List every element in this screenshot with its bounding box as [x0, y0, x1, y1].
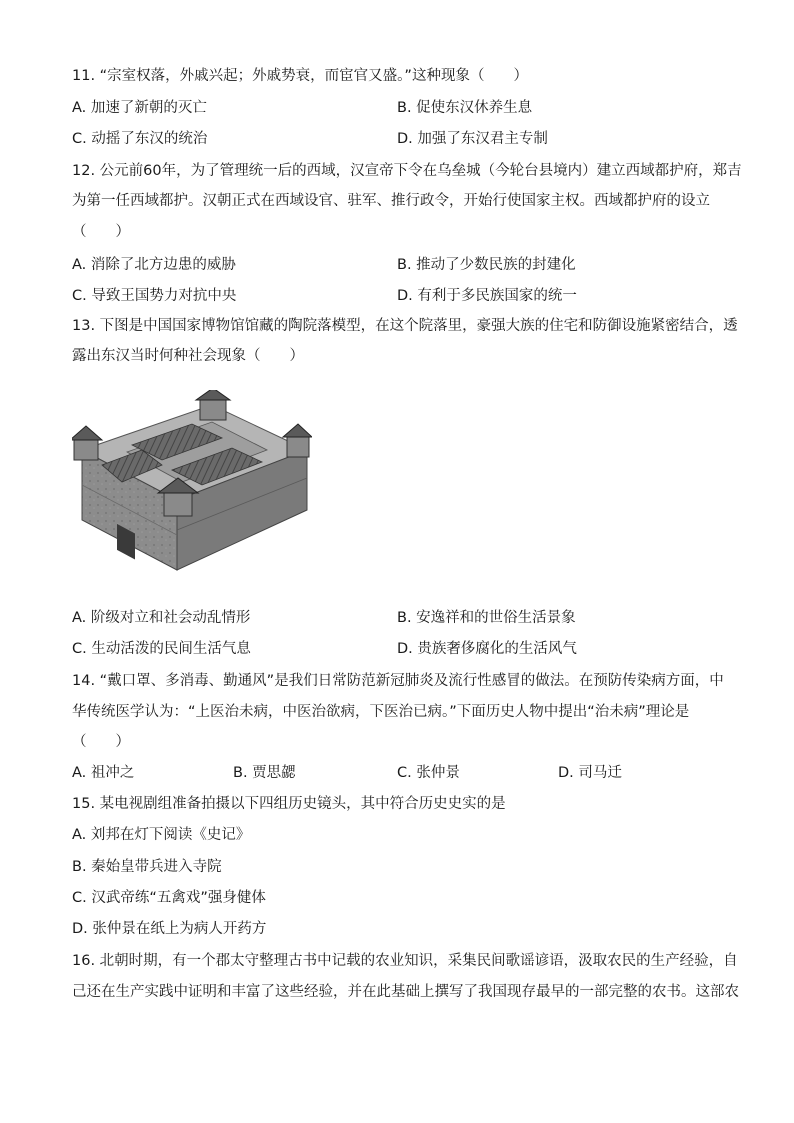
- corner-tower-left: [72, 426, 102, 460]
- q14-option-b[interactable]: B. 贾思勰: [233, 765, 296, 781]
- q11-option-b[interactable]: B. 促使东汉休养生息: [397, 100, 533, 116]
- q14-stem-line1: 14. “戴口罩、多消毒、勤通风”是我们日常防范新冠肺炎及流行性感冒的做法。在预防传染病方面，中: [72, 673, 724, 689]
- q13-option-d[interactable]: D. 贵族奢侈腐化的生活风气: [397, 641, 577, 657]
- corner-tower-right: [283, 424, 312, 457]
- pottery-courtyard-model-image: [72, 390, 312, 575]
- q11-option-a[interactable]: A. 加速了新朝的灭亡: [72, 100, 207, 116]
- q13-option-b[interactable]: B. 安逸祥和的世俗生活景象: [397, 610, 576, 626]
- q15-option-c[interactable]: C. 汉武帝练“五禽戏”强身健体: [72, 890, 266, 906]
- q12-option-b[interactable]: B. 推动了少数民族的封建化: [397, 257, 576, 273]
- q14-stem-line3: （ ）: [72, 734, 130, 750]
- q13-stem-line1: 13. 下图是中国国家博物馆馆藏的陶院落模型，在这个院落里，豪强大族的住宅和防御设施紧密结合，透: [72, 318, 738, 334]
- q12-stem-line1: 12. 公元前60年，为了管理统一后的西域，汉宣帝下令在乌垒城（今轮台县境内）建立西域都护府，郑吉: [72, 163, 742, 179]
- q15-option-d[interactable]: D. 张仲景在纸上为病人开药方: [72, 921, 267, 937]
- q11-option-c[interactable]: C. 动摇了东汉的统治: [72, 131, 208, 147]
- q13-option-c[interactable]: C. 生动活泼的民间生活气息: [72, 641, 251, 657]
- q15-option-b[interactable]: B. 秦始皇带兵进入寺院: [72, 859, 222, 875]
- q16-stem-line1: 16. 北朝时期，有一个郡太守整理古书中记载的农业知识，采集民间歌谣谚语，汲取农民的生产经验，自: [72, 953, 738, 969]
- q11-stem: 11. “宗室权落，外戚兴起；外戚势衰，而宦官又盛。”这种现象（ ）: [72, 68, 528, 84]
- q15-option-a[interactable]: A. 刘邦在灯下阅读《史记》: [72, 827, 251, 843]
- q12-option-a[interactable]: A. 消除了北方边患的威胁: [72, 257, 236, 273]
- q12-option-c[interactable]: C. 导致王国势力对抗中央: [72, 288, 237, 304]
- q12-option-d[interactable]: D. 有利于多民族国家的统一: [397, 288, 577, 304]
- q12-stem-line3: （ ）: [72, 224, 130, 240]
- q11-option-d[interactable]: D. 加强了东汉君主专制: [397, 131, 548, 147]
- q15-stem: 15. 某电视剧组准备拍摄以下四组历史镜头，其中符合历史史实的是: [72, 796, 506, 812]
- q14-option-c[interactable]: C. 张仲景: [397, 765, 460, 781]
- q12-stem-line2: 为第一任西域都护。汉朝正式在西域设官、驻军、推行政令，开始行使国家主权。西域都护府的设立: [72, 193, 710, 209]
- corner-tower-top: [196, 390, 230, 420]
- q16-stem-line2: 己还在生产实践中证明和丰富了这些经验，并在此基础上撰写了我国现存最早的一部完整的农书。这部农: [72, 984, 739, 1000]
- q14-option-a[interactable]: A. 祖冲之: [72, 765, 135, 781]
- q14-stem-line2: 华传统医学认为：“上医治未病，中医治欲病，下医治已病。”下面历史人物中提出“治未病”理论是: [72, 704, 690, 720]
- q14-option-d[interactable]: D. 司马迁: [558, 765, 622, 781]
- q13-stem-line2: 露出东汉当时何种社会现象（ ）: [72, 348, 304, 364]
- q13-option-a[interactable]: A. 阶级对立和社会动乱情形: [72, 610, 251, 626]
